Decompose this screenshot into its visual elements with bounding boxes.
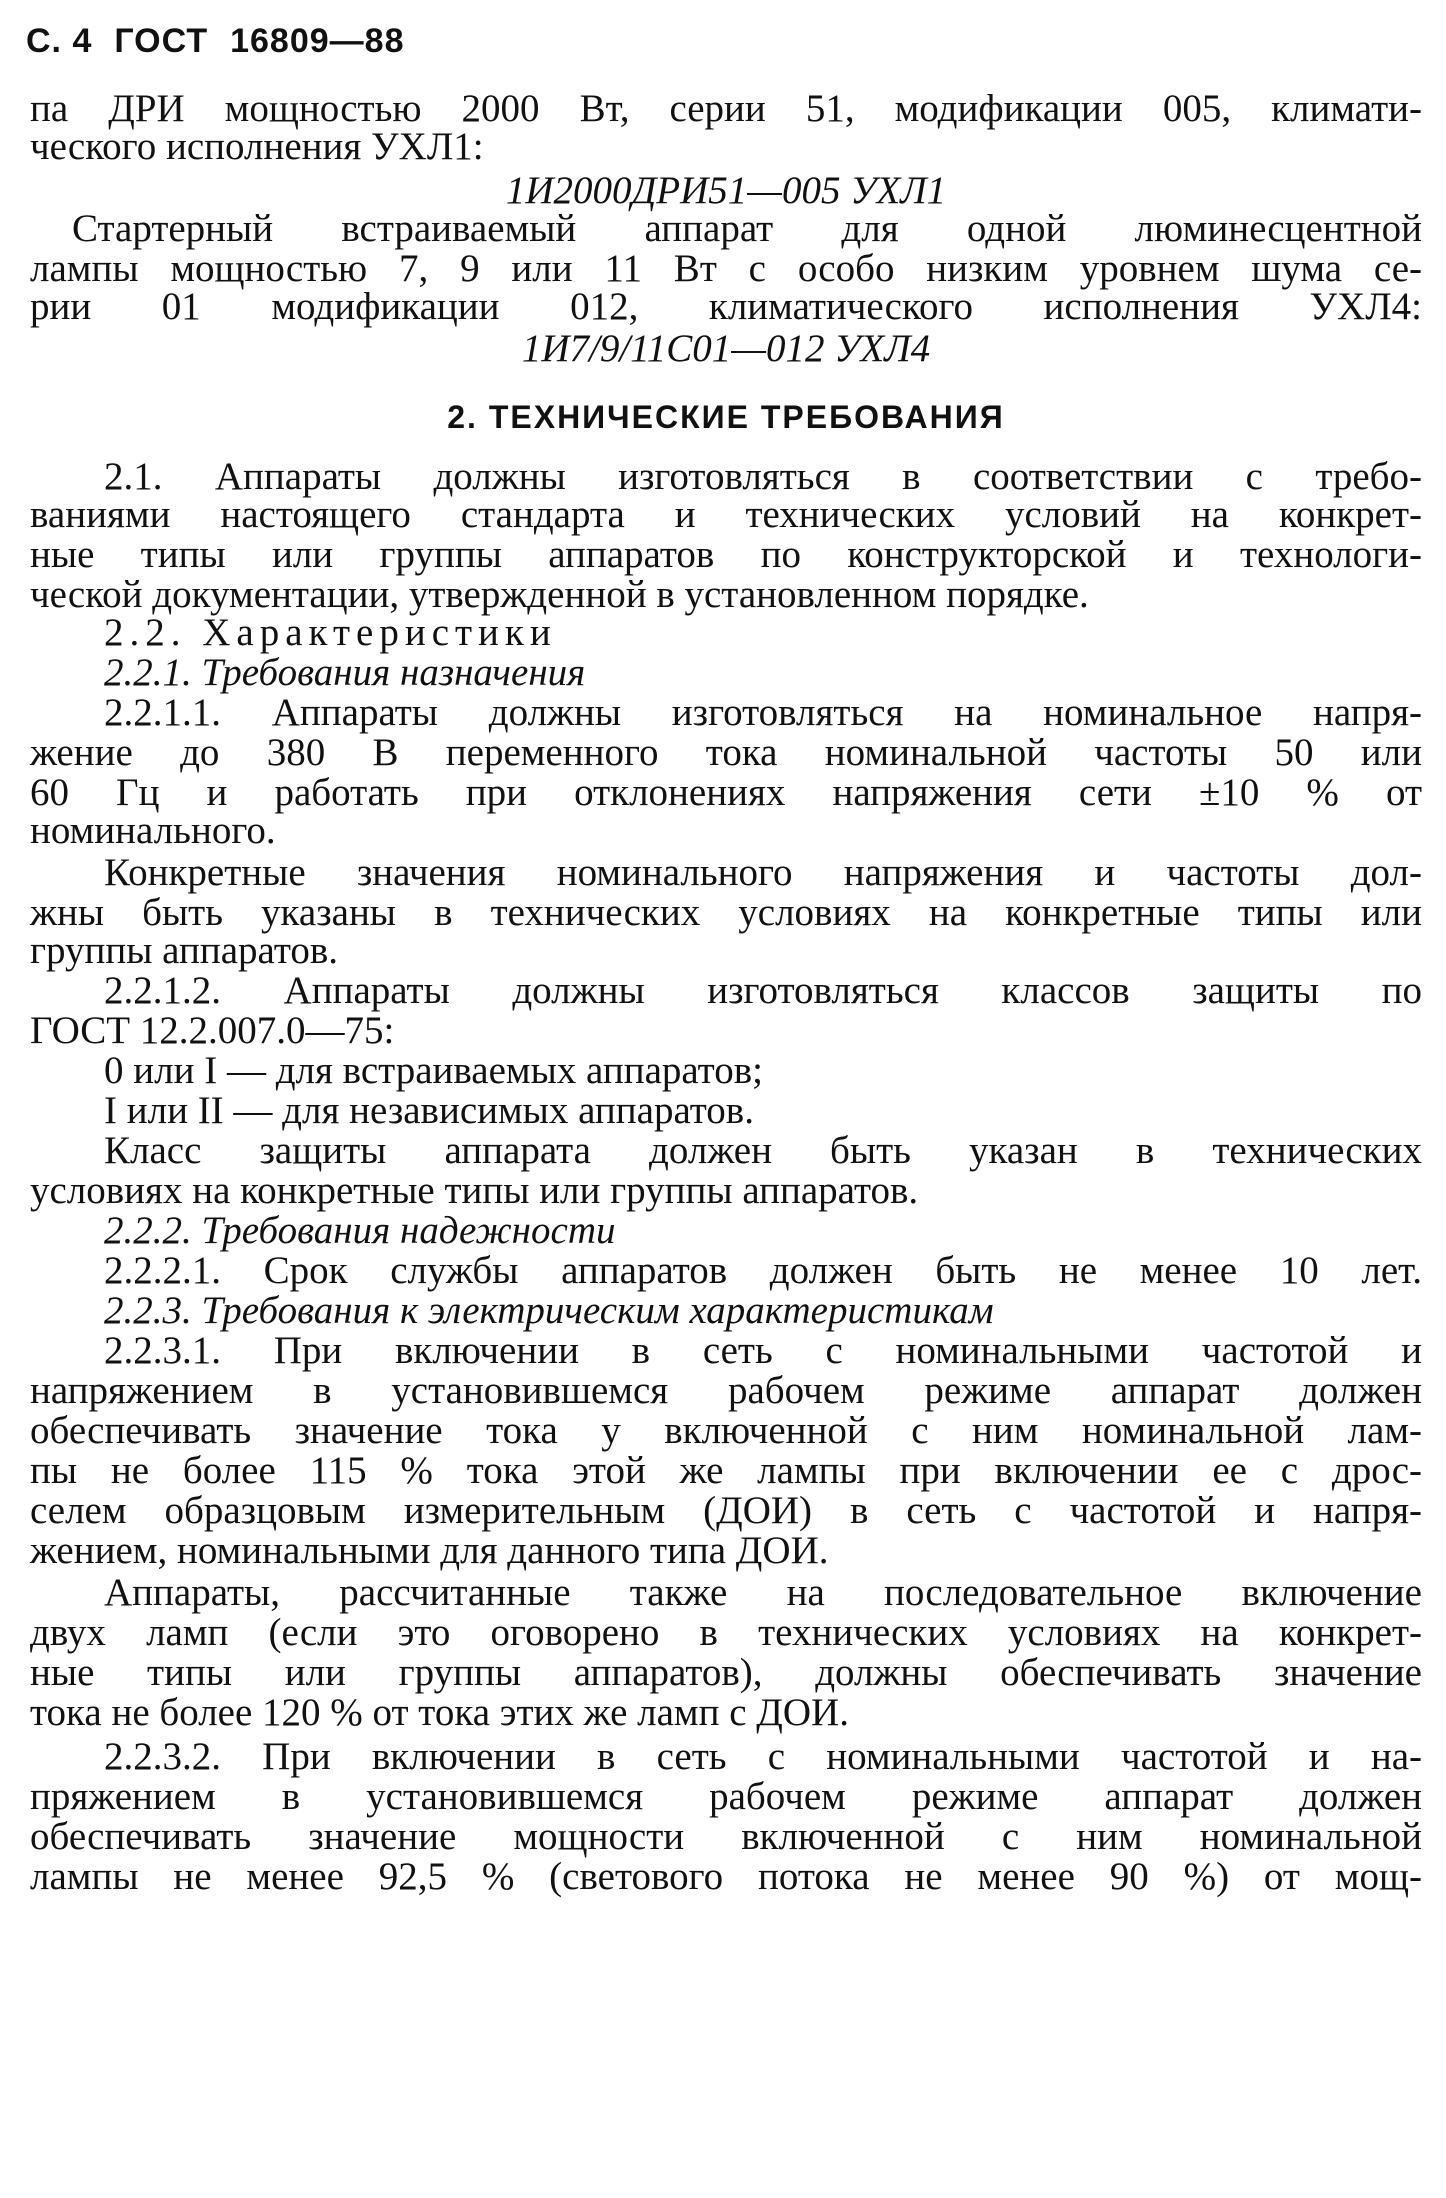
text-line: 2.1. Аппараты должны изготовляться в соответствии с требо- [104,455,1422,498]
text-line: тока не более 120 % от тока этих же ламп с ДОИ. [30,1691,849,1734]
text-line: жны быть указаны в технических условиях на конкретные типы или [30,891,1422,934]
text-line: ваниями настоящего стандарта и технических условий на конкрет- [30,493,1422,536]
text-line: обеспечивать значение мощности включенной с ним номинальной [30,1815,1422,1858]
list-item: I или II — для независимых аппаратов. [104,1089,754,1132]
text-line: па ДРИ мощностью 2000 Вт, серии 51, модификации 005, климати- [30,87,1422,130]
text-line: 2.2.1.1. Аппараты должны изготовляться на номинальное напря- [104,691,1422,734]
text-line: обеспечивать значение тока у включенной с ним номинальной лам- [30,1409,1422,1452]
text-line: жение до 380 В переменного тока номинальной частоты 50 или [30,731,1422,774]
text-line: группы аппаратов. [30,929,339,972]
page-number: С. 4 [26,22,93,60]
text-line: номинального. [30,809,276,852]
standard-number: 16809—88 [230,22,405,60]
text-line: Аппараты, рассчитанные также на последовательное включение [104,1571,1422,1614]
text-line: двух ламп (если это оговорено в технических условиях на конкрет- [30,1611,1422,1654]
text-line: ческой документации, утвержденной в установленном порядке. [30,573,1089,616]
text-line: пы не более 115 % тока этой же лампы при включении ее с дрос- [30,1449,1422,1492]
text-line: жением, номинальными для данного типа ДОИ. [30,1529,829,1572]
page-header [26,22,426,61]
designation-example: 1И2000ДРИ51—005 УХЛ1 [505,169,947,212]
text-line: 2.2.3.1. При включении в сеть с номинальными частотой и [104,1329,1422,1372]
text-line: напряжением в установившемся рабочем режиме аппарат должен [30,1369,1422,1412]
text-line: Конкретные значения номинального напряжения и частоты дол- [104,851,1422,894]
text-line: лампы не менее 92,5 % (светового потока не менее 90 %) от мощ- [30,1855,1422,1898]
text-line: Стартерный встраиваемый аппарат для одной люминесцентной [72,207,1422,250]
text-line: 2.2.3.2. При включении в сеть с номинальными частотой и на- [104,1735,1422,1778]
subsection-heading: 2.2. Характеристики [104,611,557,654]
text-line: лампы мощностью 7, 9 или 11 Вт с особо низким уровнем шума се- [30,247,1422,290]
subsection-heading: 2.2.1. Требования назначения [104,651,586,694]
section-heading: 2. ТЕХНИЧЕСКИЕ ТРЕБОВАНИЯ [447,399,1005,435]
designation-example: 1И7/9/11С01—012 УХЛ4 [521,327,931,370]
text-line: 2.2.1.2. Аппараты должны изготовляться классов защиты по [104,969,1422,1012]
text-line: 60 Гц и работать при отклонениях напряжения сети ±10 % от [30,771,1422,814]
text-line: ческого исполнения УХЛ1: [30,125,484,168]
text-line: условиях на конкретные типы или группы аппаратов. [30,1169,919,1212]
text-line: ГОСТ 12.2.007.0—75: [30,1009,395,1052]
subsection-heading: 2.2.3. Требования к электрическим характеристикам [104,1289,994,1332]
text-line: пряжением в установившемся рабочем режиме аппарат должен [30,1775,1422,1818]
standard-label: ГОСТ [114,22,209,60]
list-item: 0 или I — для встраиваемых аппаратов; [104,1049,763,1092]
text-line: 2.2.2.1. Срок службы аппаратов должен быть не менее 10 лет. [104,1249,1422,1292]
text-line: селем образцовым измерительным (ДОИ) в сеть с частотой и напря- [30,1489,1422,1532]
text-line: ные типы или группы аппаратов по конструкторской и технологи- [30,533,1422,576]
text-line: Класс защиты аппарата должен быть указан в технических [104,1129,1422,1172]
text-line: рии 01 модификации 012, климатического исполнения УХЛ4: [30,285,1422,328]
text-line: ные типы или группы аппаратов), должны обеспечивать значение [30,1651,1422,1694]
subsection-heading: 2.2.2. Требования надежности [104,1209,616,1252]
